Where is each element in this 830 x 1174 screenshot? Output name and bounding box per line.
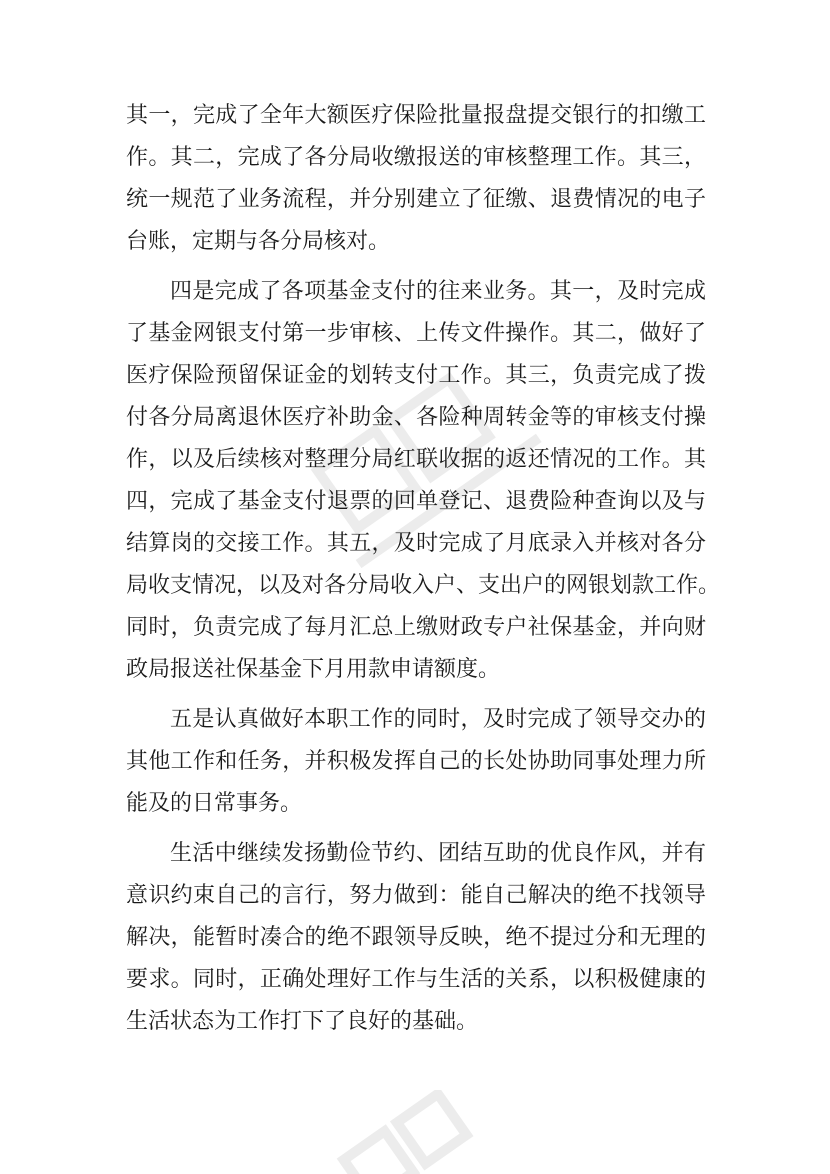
text-line: 统一规范了业务流程，并分别建立了征缴、退费情况的电子: [126, 187, 706, 212]
text-line: 五是认真做好本职工作的同时，及时完成了领导交办的: [170, 707, 706, 732]
watermark-logo-icon: [300, 1090, 520, 1174]
text-line: 要求。同时，正确处理好工作与生活的关系，以积极健康的: [126, 967, 706, 992]
text-line: 医疗保险预留保证金的划转支付工作。其三，负责完成了拨: [126, 363, 706, 388]
text-line: 了基金网银支付第一步审核、上传文件操作。其二，做好了: [126, 321, 706, 346]
text-line: 其一，完成了全年大额医疗保险批量报盘提交银行的扣缴工: [126, 103, 706, 128]
text-line: 局收支情况，以及对各分局收入户、支出户的网银划款工作。: [126, 573, 721, 598]
text-line: 四，完成了基金支付退票的回单登记、退费险种查询以及与: [126, 489, 706, 514]
text-line: 付各分局离退休医疗补助金、各险种周转金等的审核支付操: [126, 405, 706, 430]
text-line: 解决，能暂时凑合的绝不跟领导反映，绝不提过分和无理的: [126, 925, 706, 950]
text-line: 政局报送社保基金下月用款申请额度。: [126, 657, 501, 682]
paragraph-continuation: [126, 95, 706, 263]
text-line: 结算岗的交接工作。其五，及时完成了月底录入并核对各分: [126, 531, 706, 556]
paragraph-item-5: [126, 699, 706, 825]
text-line: 其他工作和任务，并积极发挥自己的长处协助同事处理力所: [126, 749, 706, 774]
text-line: 意识约束自己的言行，努力做到：能自己解决的绝不找领导: [126, 883, 706, 908]
text-line: 生活中继续发扬勤俭节约、团结互助的优良作风，并有: [170, 841, 706, 866]
document-body: [126, 95, 721, 1043]
text-line: 台账，定期与各分局核对。: [126, 229, 391, 254]
text-line: 四是完成了各项基金支付的往来业务。其一，及时完成: [170, 279, 706, 304]
text-line: 能及的日常事务。: [126, 791, 303, 816]
text-line: 同时，负责完成了每月汇总上缴财政专户社保基金，并向财: [126, 615, 706, 640]
paragraph-life: [126, 833, 706, 1043]
text-line: 生活状态为工作打下了良好的基础。: [126, 1009, 479, 1034]
paragraph-item-4: [126, 271, 721, 691]
text-line: 作。其二，完成了各分局收缴报送的审核整理工作。其三，: [126, 145, 706, 170]
text-line: 作，以及后续核对整理分局红联收据的返还情况的工作。其: [126, 447, 706, 472]
